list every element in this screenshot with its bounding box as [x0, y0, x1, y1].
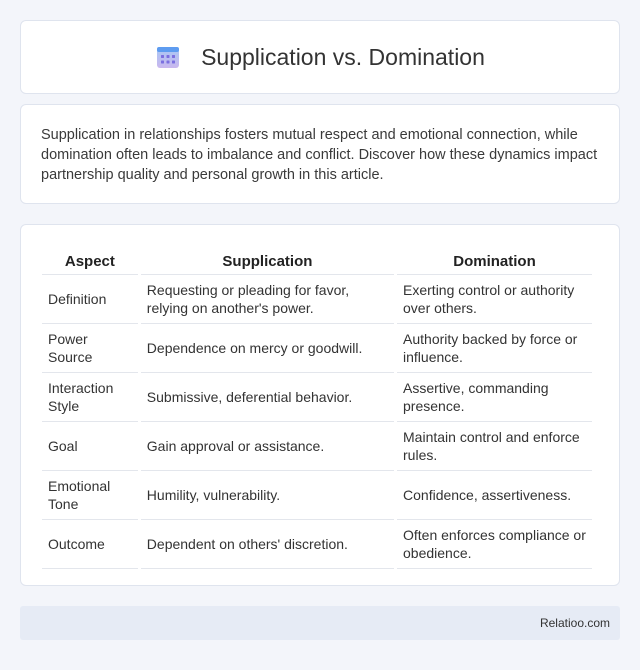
domination-cell: Authority backed by force or influence. — [397, 324, 592, 373]
comparison-table — [39, 243, 595, 569]
header-domination: Domination — [397, 243, 592, 275]
supplication-cell: Requesting or pleading for favor, relying on another's power. — [141, 275, 394, 324]
supplication-cell: Submissive, deferential behavior. — [141, 373, 394, 422]
intro-text: Supplication in relationships fosters mutual respect and emotional connection, while domination often leads to imbalance and conflict. Discover how these dynamics impact partnership quality and personal growth in this article. — [41, 127, 598, 183]
intro-card — [20, 104, 620, 204]
supplication-cell: Humility, vulnerability. — [141, 471, 394, 520]
domination-cell: Assertive, commanding presence. — [397, 373, 592, 422]
table-row — [42, 422, 592, 471]
table-row — [42, 471, 592, 520]
header-card — [20, 20, 620, 94]
domination-cell: Often enforces compliance or obedience. — [397, 520, 592, 569]
table-header-row — [42, 243, 592, 275]
aspect-cell: Power Source — [42, 324, 138, 373]
table-row — [42, 275, 592, 324]
table-row — [42, 324, 592, 373]
aspect-cell: Interaction Style — [42, 373, 138, 422]
aspect-cell: Emotional Tone — [42, 471, 138, 520]
table-row — [42, 520, 592, 569]
supplication-cell: Dependence on mercy or goodwill. — [141, 324, 394, 373]
header — [155, 44, 485, 71]
aspect-cell: Definition — [42, 275, 138, 324]
domination-cell: Confidence, assertiveness. — [397, 471, 592, 520]
footer — [20, 606, 620, 640]
aspect-cell: Goal — [42, 422, 138, 471]
table-row — [42, 373, 592, 422]
header-aspect: Aspect — [42, 243, 138, 275]
supplication-cell: Dependent on others' discretion. — [141, 520, 394, 569]
supplication-cell: Gain approval or assistance. — [141, 422, 394, 471]
aspect-cell: Outcome — [42, 520, 138, 569]
footer-site-link[interactable]: Relatioo.com — [539, 616, 610, 630]
comparison-table-card — [20, 224, 620, 586]
calendar-grid-icon — [155, 44, 181, 70]
page-title: Supplication vs. Domination — [201, 43, 485, 70]
header-supplication: Supplication — [141, 243, 394, 275]
domination-cell: Maintain control and enforce rules. — [397, 422, 592, 471]
domination-cell: Exerting control or authority over others. — [397, 275, 592, 324]
